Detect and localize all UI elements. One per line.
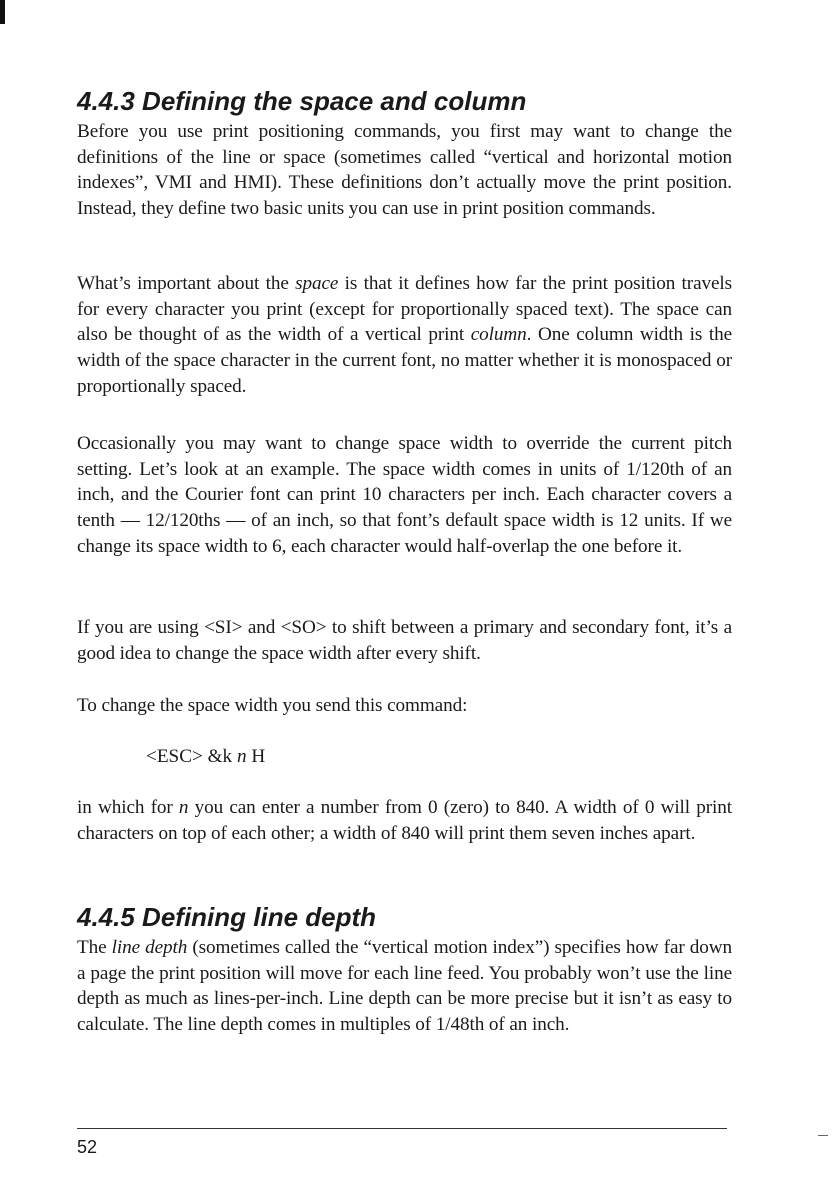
command-suffix: H — [246, 746, 266, 767]
command-prefix: <ESC> &k — [146, 746, 237, 767]
paragraph-space-definition — [77, 271, 732, 400]
paragraph-line-depth — [77, 935, 732, 1038]
paragraph-command-range — [77, 795, 732, 846]
text-run: What’s important about the — [77, 273, 296, 294]
text-run: . One column width is the width of the space character in the current font, no matter whether it is monospaced or proportionally spaced. — [77, 324, 733, 397]
command-example — [146, 744, 265, 770]
paragraph-shift-fonts: If you are using <SI> and <SO> to shift between a primary and secondary font, it’s a good idea to change the space width after every shift. — [77, 617, 732, 664]
page-number: 52 — [77, 1137, 98, 1157]
text-run: The — [77, 937, 112, 958]
text-run: in which for — [77, 797, 179, 818]
command-variable: n — [236, 746, 247, 767]
text-run: (sometimes called the “vertical motion index”) specifies how far down a page the print position will move for each line feed. You probably won’t use the line depth as much as lines-per-inch. Line depth can be more precise but it isn’t as easy to calculate. The line depth comes in multiples of 1/48th of an inch. — [77, 937, 732, 1036]
emphasis-line-depth: line depth — [111, 937, 188, 958]
margin-mark — [818, 1135, 828, 1136]
section-heading-4-4-5: 4.4.5 Defining line depth — [77, 902, 377, 932]
footer-rule — [77, 1128, 727, 1129]
emphasis-column: column — [470, 324, 527, 346]
paragraph-command-intro: To change the space width you send this command: — [77, 695, 468, 716]
section-heading-4-4-3: 4.4.3 Defining the space and column — [77, 86, 527, 116]
scan-edge-mark — [0, 0, 5, 24]
text-run: is that it defines how far the print position travels for every character you print (except for proportionally spaced text). The space can also be thought of as the width of a vertical print — [77, 273, 732, 346]
paragraph-space-width-example: Occasionally you may want to change space width to override the current pitch setting. Let’s look at an example. The space width comes in units of 1/120th of an inch, and the Courier font can print 10 characters per inch. Each character covers a tenth — 12/120ths — of an inch, so that font’s default space width is 12 units. If we change its space width to 6, each character would half-overlap the one before it. — [77, 433, 732, 557]
emphasis-n: n — [178, 797, 189, 818]
emphasis-space: space — [295, 273, 339, 294]
paragraph-intro: Before you use print positioning commands, you first may want to change the definitions of the line or space (sometimes called “vertical and horizontal motion indexes”, VMI and HMI). These definitions don’t actually move the print position. Instead, they define two basic units you can use in print position commands. — [77, 121, 732, 220]
text-run: you can enter a number from 0 (zero) to 840. A width of 0 will print characters on top of each other; a width of 840 will print them seven inches apart. — [77, 797, 732, 844]
